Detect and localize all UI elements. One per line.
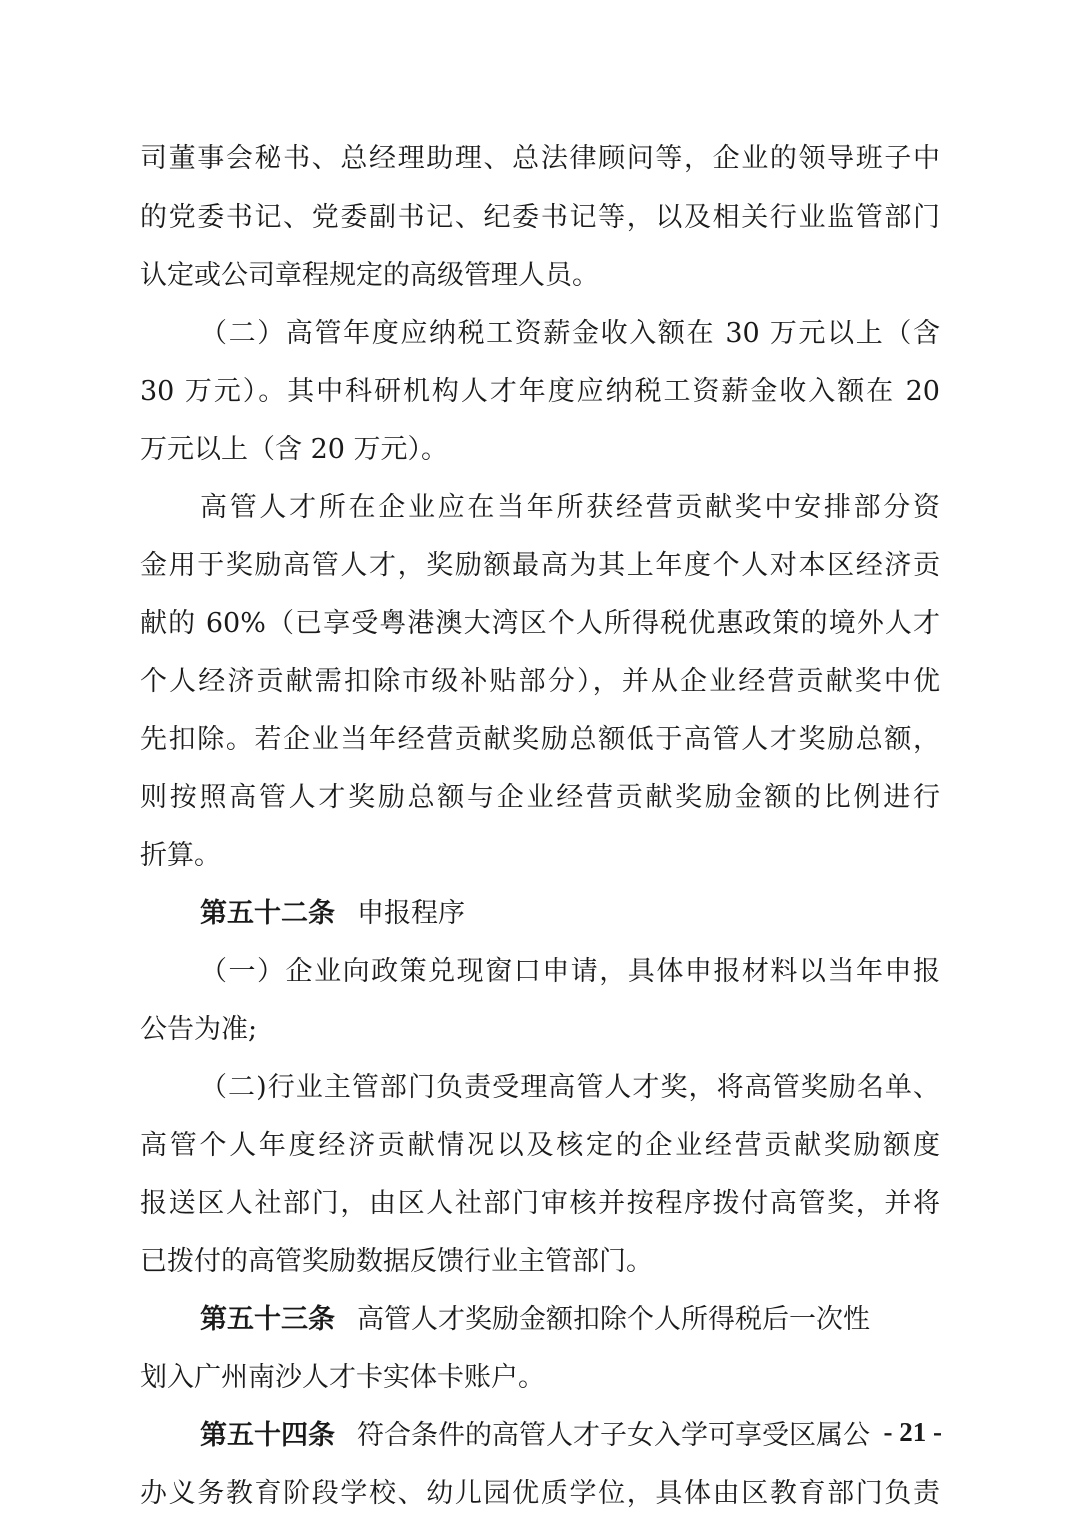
text-line: 报送区人社部门，由区人社部门审核并按程序拨付高管奖，并将	[140, 1188, 940, 1219]
text-line: 万元以上（含 20 万元）。	[140, 434, 449, 465]
text-line: 司董事会秘书、总经理助理、总法律顾问等，企业的领导班子中	[140, 143, 940, 174]
text-line: （二)行业主管部门负责受理高管人才奖，将高管奖励名单、	[200, 1072, 940, 1103]
article-text: 符合条件的高管人才子女入学可享受区属公	[357, 1420, 870, 1451]
text-line: 高管人才所在企业应在当年所获经营贡献奖中安排部分资	[200, 492, 940, 523]
article-54-line	[200, 1411, 940, 1461]
text-line: 30 万元）。其中科研机构人才年度应纳税工资薪金收入额在 20	[140, 376, 940, 407]
text-line: 金用于奖励高管人才，奖励额最高为其上年度个人对本区经济贡	[140, 550, 940, 581]
text-line: 办义务教育阶段学校、幼儿园优质学位，具体由区教育部门负责	[140, 1478, 940, 1509]
text-line: 先扣除。若企业当年经营贡献奖励总额低于高管人才奖励总额，	[140, 724, 940, 755]
article-heading: 第五十二条	[200, 898, 335, 929]
text-line: 认定或公司章程规定的高级管理人员。	[140, 260, 599, 291]
text-line: 已拨付的高管奖励数据反馈行业主管部门。	[140, 1246, 653, 1277]
text-line: 个人经济贡献需扣除市级补贴部分），并从企业经营贡献奖中优	[140, 666, 940, 697]
article-heading: 第五十四条	[200, 1420, 335, 1451]
page-number: - 21 -	[883, 1417, 942, 1447]
text-line: 折算。	[140, 840, 221, 871]
text-line: 划入广州南沙人才卡实体卡账户。	[140, 1362, 545, 1393]
article-53-line	[200, 1295, 940, 1345]
text-line: 则按照高管人才奖励总额与企业经营贡献奖励金额的比例进行	[140, 782, 940, 813]
article-title: 申报程序	[357, 898, 465, 929]
text-line: 公告为准;	[140, 1014, 258, 1045]
text-line: 高管个人年度经济贡献情况以及核定的企业经营贡献奖励额度	[140, 1130, 940, 1161]
article-52-line	[200, 889, 940, 939]
text-line: 的党委书记、党委副书记、纪委书记等，以及相关行业监管部门	[140, 202, 940, 233]
article-text: 高管人才奖励金额扣除个人所得税后一次性	[357, 1304, 870, 1335]
text-line: （二）高管年度应纳税工资薪金收入额在 30 万元以上（含	[200, 318, 940, 349]
article-heading: 第五十三条	[200, 1304, 335, 1335]
text-line: （一）企业向政策兑现窗口申请，具体申报材料以当年申报	[200, 956, 940, 987]
text-line: 献的 60%（已享受粤港澳大湾区个人所得税优惠政策的境外人才	[140, 608, 940, 639]
